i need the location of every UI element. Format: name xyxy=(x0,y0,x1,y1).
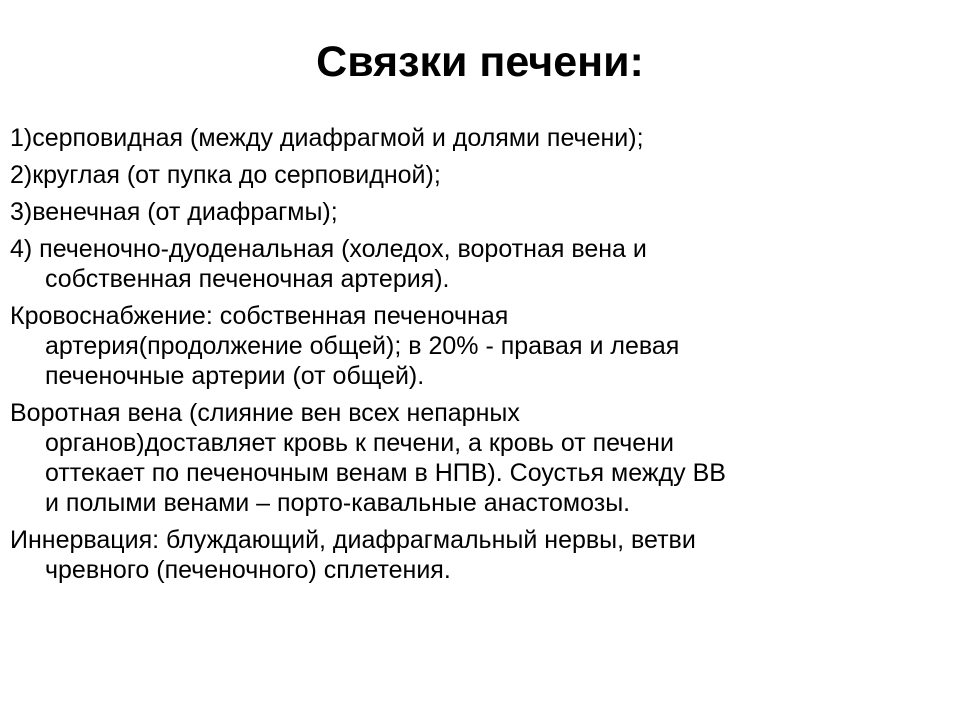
item-line-continuation: и полыми венами – порто-кавальные анастомозы. xyxy=(45,489,631,517)
item-line-continuation: оттекает по печеночным венам в НПВ). Соустья между ВВ xyxy=(45,459,726,487)
item-line-continuation: чревного (печеночного) сплетения. xyxy=(45,556,451,584)
item-line: Воротная вена (слияние вен всех непарных xyxy=(10,399,520,427)
item-line: 1)серповидная (между диафрагмой и долями печени); xyxy=(10,124,644,152)
list-item-falciform xyxy=(10,123,950,153)
item-line: 2)круглая (от пупка до серповидной); xyxy=(10,161,441,189)
list-item-coronary xyxy=(10,197,950,227)
item-line-continuation: органов)доставляет кровь к печени, а кровь от печени xyxy=(45,429,674,457)
item-line: 3)венечная (от диафрагмы); xyxy=(10,198,338,226)
list-item-portal-vein xyxy=(10,398,950,518)
item-line-continuation: собственная печеночная артерия). xyxy=(45,265,450,293)
item-line: 4) печеночно-дуоденальная (холедох, воротная вена и xyxy=(10,235,647,263)
list-item-innervation xyxy=(10,525,950,585)
list-item-blood-supply xyxy=(10,301,950,391)
item-line-continuation: печеночные артерии (от общей). xyxy=(45,362,425,390)
list-item-round xyxy=(10,160,950,190)
content-list xyxy=(10,123,950,592)
list-item-hepatoduodenal xyxy=(10,234,950,294)
item-line-continuation: артерия(продолжение общей); в 20% - правая и левая xyxy=(45,332,680,360)
item-line: Кровоснабжение: собственная печеночная xyxy=(10,302,509,330)
slide-title: Связки печени: xyxy=(316,38,644,86)
item-line: Иннервация: блуждающий, диафрагмальный нервы, ветви xyxy=(10,526,696,554)
